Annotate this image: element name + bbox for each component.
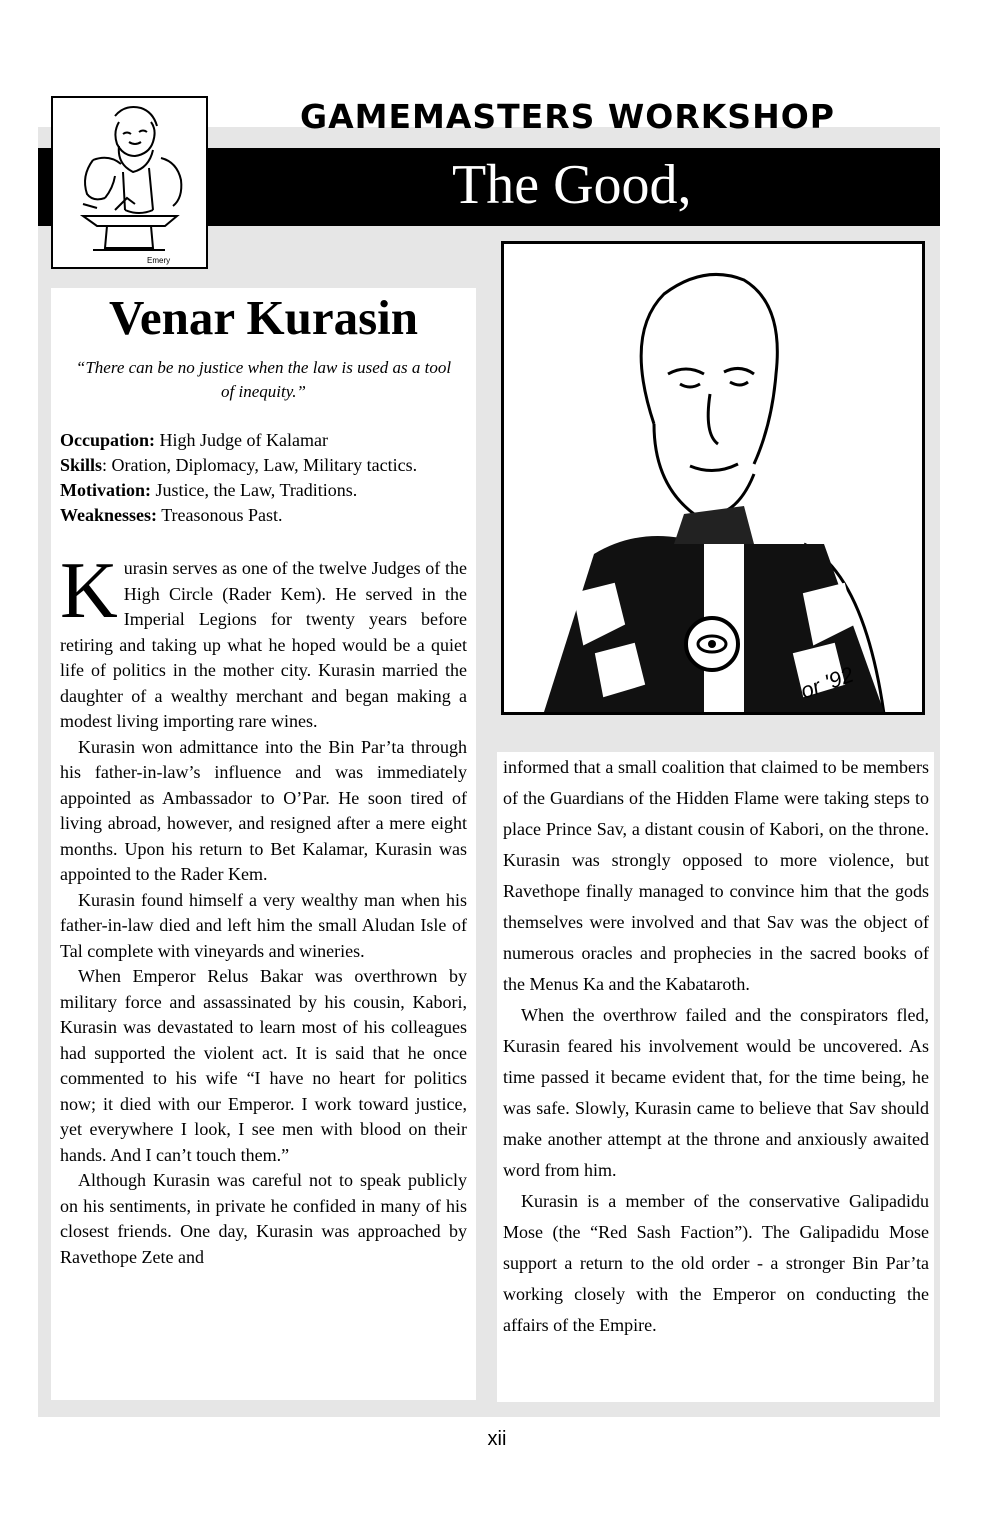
stat-weaknesses — [60, 503, 467, 528]
stat-label: Motivation: — [60, 480, 151, 500]
paragraph: Kurasin is a member of the conservative Galipadidu Mose (the “Red Sash Faction”). The Galipadidu Mose support a return to the old order - a stronger Bin Par’ta working closely with the Emperor on conducting the affairs of the Empire. — [503, 1191, 929, 1335]
paragraph: Kurasin found himself a very wealthy man when his father-in-law died and left him the small Aludan Isle of Tal complete with vineyards and wineries. — [60, 889, 467, 961]
drop-cap: K — [60, 547, 118, 635]
character-name: Venar Kurasin — [108, 290, 419, 345]
stat-label: Occupation: — [60, 430, 156, 450]
right-column — [497, 752, 934, 1402]
page-number: xii — [487, 1428, 507, 1450]
stat-value: Justice, the Law, Traditions. — [150, 480, 358, 500]
paragraph: When the overthrow failed and the conspirators fled, Kurasin feared his involvement would be uncovered. As time passed it became evident that, for the time being, he was safe. Slowly, Kurasin came to believe that Sav should make another attempt at the throne and anxiously awaited word from him. — [503, 1005, 929, 1180]
character-quote: “There can be no justice when the law is used as a tool of inequity.” — [75, 358, 452, 401]
character-stats — [60, 428, 467, 528]
stat-value: : Oration, Diplomacy, Law, Military tactics. — [102, 455, 418, 475]
series-title: GAMEMASTERS WORKSHOP — [300, 97, 835, 136]
paragraph: informed that a small coalition that claimed to be members of the Guardians of the Hidden Flame were taking steps to place Prince Sav, a distant cousin of Kabori, on the throne. Kurasin was strongly opposed to more violence, but Ravethope finally managed to convince him that the gods themselves were involved and that Sav was the object of numerous oracles and prophecies in the sacred books of the Menus Ka and the Kabataroth. — [503, 757, 929, 994]
paragraph: When Emperor Relus Bakar was overthrown by military force and assassinated by his cousin, Kabori, Kurasin was devastated to learn most of his colleagues had supported the violent act. It is said that he once commented to his wife “I have no heart for politics now; it died with our Emperor. I work toward justice, yet everywhere I look, I see men with blood on their hands. And I can’t touch them.” — [60, 966, 467, 1165]
right-body-text — [503, 752, 929, 1341]
portrait-illustration — [501, 241, 925, 715]
paragraph: Kurasin won admittance into the Bin Par’ta through his father-in-law’s influence and was immediately appointed as Ambassador to O’Par. He soon tired of living abroad, however, and resigned after a mere eight months. Upon his return to Bet Kalamar, Kurasin was appointed to the Rader Kem. — [60, 736, 467, 884]
left-body-text — [60, 547, 467, 1270]
stat-skills — [60, 453, 467, 478]
stat-value: Treasonous Past. — [157, 505, 283, 525]
logo-signature: Emery — [147, 256, 171, 265]
stat-label: Skills — [60, 455, 103, 475]
stat-label: Weaknesses: — [60, 505, 158, 525]
stat-occupation — [60, 428, 467, 453]
paragraph-text: urasin serves as one of the twelve Judges of the High Circle (Rader Kem). He served in the Imperial Legions for twenty years before retiring and taking up what he hoped would be a quiet life of politics in the mother city. Kurasin married the daughter of a wealthy merchant and began making a modest living importing rare wines. — [60, 558, 467, 731]
judge-portrait — [504, 244, 922, 712]
paragraph — [60, 547, 467, 735]
blacksmith-logo — [51, 96, 208, 269]
stat-value: High Judge of Kalamar — [155, 430, 328, 450]
paragraph: Although Kurasin was careful not to speak publicly on his sentiments, in private he confided in many of his closest friends. One day, Kurasin was approached by Ravethope Zete and — [60, 1170, 467, 1267]
banner-title: The Good, — [452, 154, 692, 216]
left-column — [51, 288, 476, 1400]
portrait-signature: or '92 — [797, 661, 857, 704]
blacksmith-illustration — [53, 98, 206, 267]
stat-motivation — [60, 478, 467, 503]
